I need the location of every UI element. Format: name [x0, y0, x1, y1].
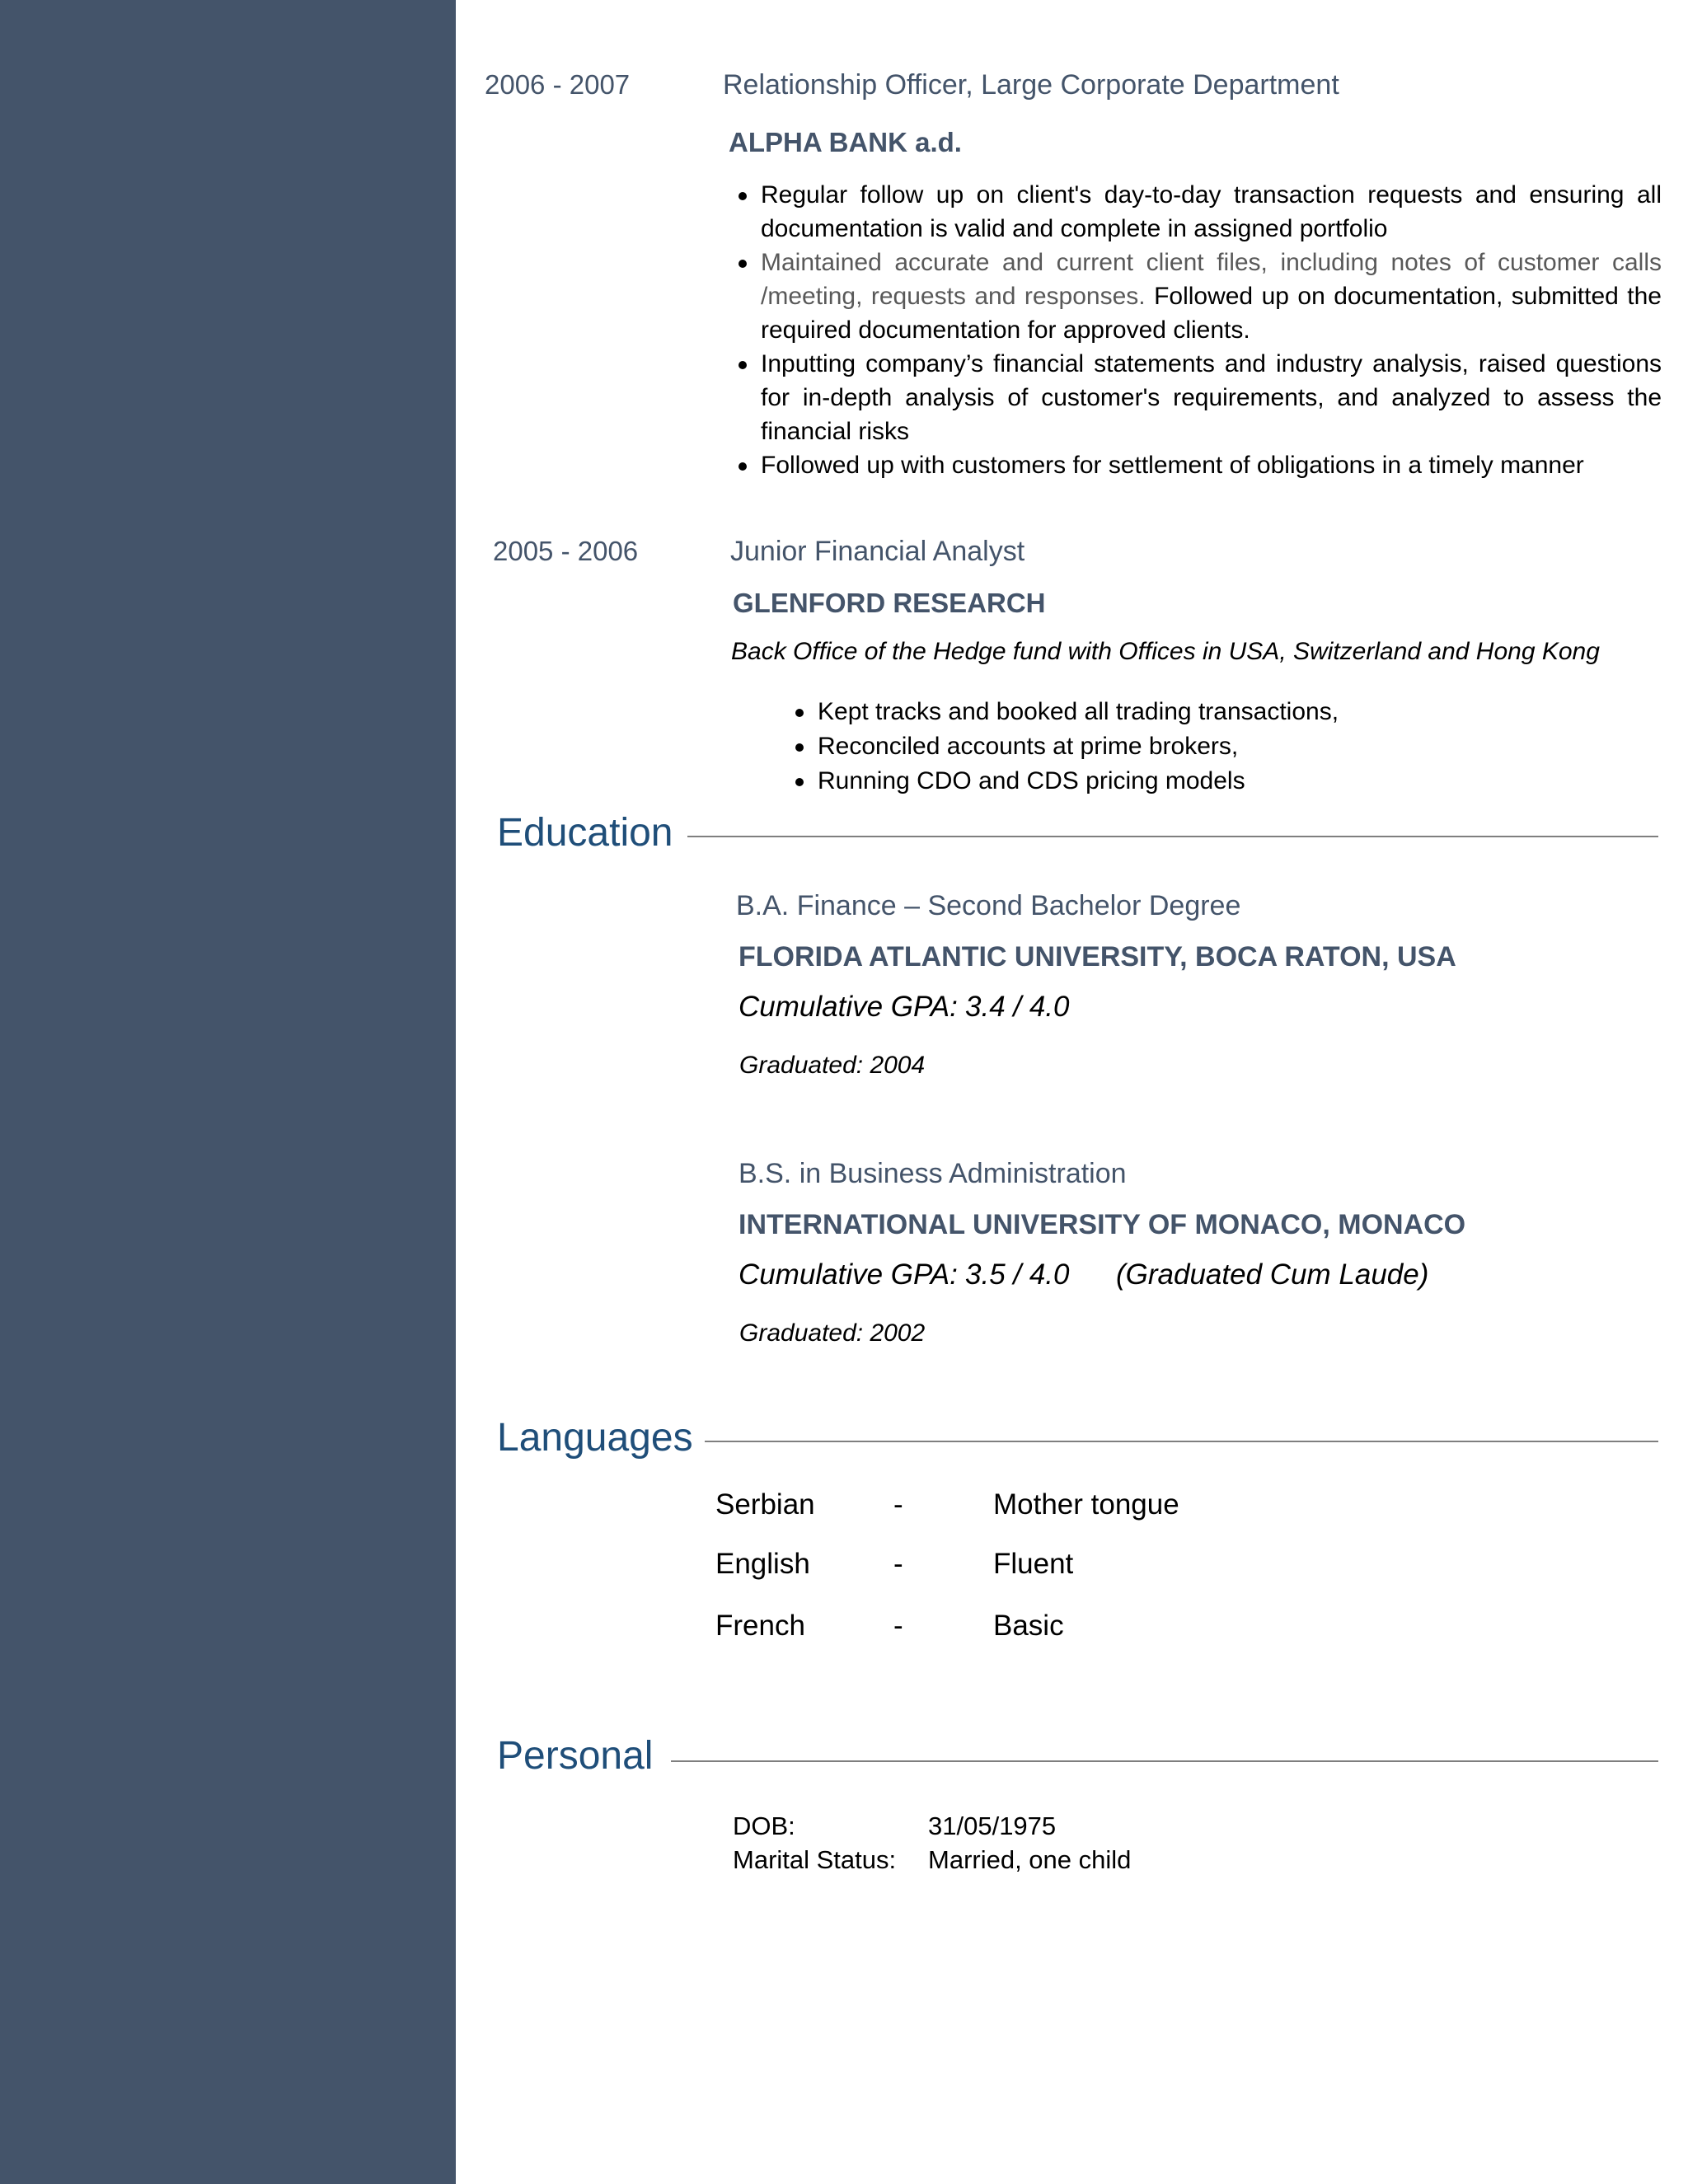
language-separator: - [893, 1488, 903, 1521]
job-title: Relationship Officer, Large Corporate Department [723, 69, 1339, 101]
dob-label: DOB: [733, 1811, 795, 1840]
language-name: Serbian [715, 1488, 815, 1521]
section-divider [671, 1760, 1658, 1762]
language-name: French [715, 1610, 805, 1642]
company-description: Back Office of the Hedge fund with Offices in USA, Switzerland and Hong Kong [731, 638, 1600, 665]
degree-title: B.S. in Business Administration [738, 1158, 1127, 1189]
gpa-label: Cumulative GPA: [738, 991, 958, 1023]
university-name: FLORIDA ATLANTIC UNIVERSITY, BOCA RATON, USA [738, 941, 1456, 972]
section-heading-personal: Personal [497, 1734, 654, 1778]
job-bullets [761, 178, 1662, 482]
language-level: Fluent [993, 1548, 1074, 1580]
bullet-item: Followed up with customers for settlement of obligations in a timely manner [761, 448, 1662, 482]
university-name: INTERNATIONAL UNIVERSITY OF MONACO, MONACO [738, 1209, 1466, 1240]
language-separator: - [893, 1610, 903, 1642]
gpa-value: 3.5 / 4.0 [965, 1258, 1070, 1291]
gpa-value: 3.4 / 4.0 [965, 991, 1070, 1023]
marital-status-value: Married, one child [928, 1845, 1132, 1874]
honors-note: (Graduated Cum Laude) [1116, 1258, 1429, 1291]
section-divider [687, 836, 1658, 837]
bullet-item: Reconciled accounts at prime brokers, [818, 729, 1559, 763]
section-heading-education: Education [497, 811, 673, 855]
bullet-item: Regular follow up on client's day-to-day transaction requests and ensuring all documentation is valid and complete in assigned portfolio [761, 178, 1662, 246]
gpa-label: Cumulative GPA: [738, 1258, 958, 1291]
job-dates: 2006 - 2007 [485, 69, 631, 100]
bullet-item: Inputting company’s financial statements and industry analysis, raised questions for in-depth analysis of customer's requirements, and analyzed to assess the financial risks [761, 347, 1662, 448]
section-divider [705, 1441, 1658, 1442]
bullet-item: Kept tracks and booked all trading transactions, [818, 695, 1559, 729]
company-name: GLENFORD RESEARCH [733, 588, 1046, 618]
bullet-item: Running CDO and CDS pricing models [818, 764, 1559, 798]
language-level: Basic [993, 1610, 1064, 1642]
job-bullets [818, 695, 1559, 799]
company-name: ALPHA BANK a.d. [729, 127, 962, 157]
job-dates: 2005 - 2006 [493, 536, 639, 566]
bullet-item: Maintained accurate and current client files, including notes of customer calls /meeting, requests and responses. Followed up on documentation, submitted the required documentation for approved clients. [761, 246, 1662, 347]
marital-status-label: Marital Status: [733, 1845, 897, 1874]
dob-value: 31/05/1975 [928, 1811, 1057, 1840]
graduation-year: Graduated: 2002 [739, 1319, 926, 1347]
section-heading-languages: Languages [497, 1416, 693, 1460]
degree-title: B.A. Finance – Second Bachelor Degree [736, 890, 1241, 921]
job-title: Junior Financial Analyst [730, 536, 1025, 567]
language-name: English [715, 1548, 810, 1580]
graduation-year: Graduated: 2004 [739, 1052, 926, 1079]
language-level: Mother tongue [993, 1488, 1179, 1521]
language-separator: - [893, 1548, 903, 1580]
sidebar-panel [0, 0, 456, 2184]
